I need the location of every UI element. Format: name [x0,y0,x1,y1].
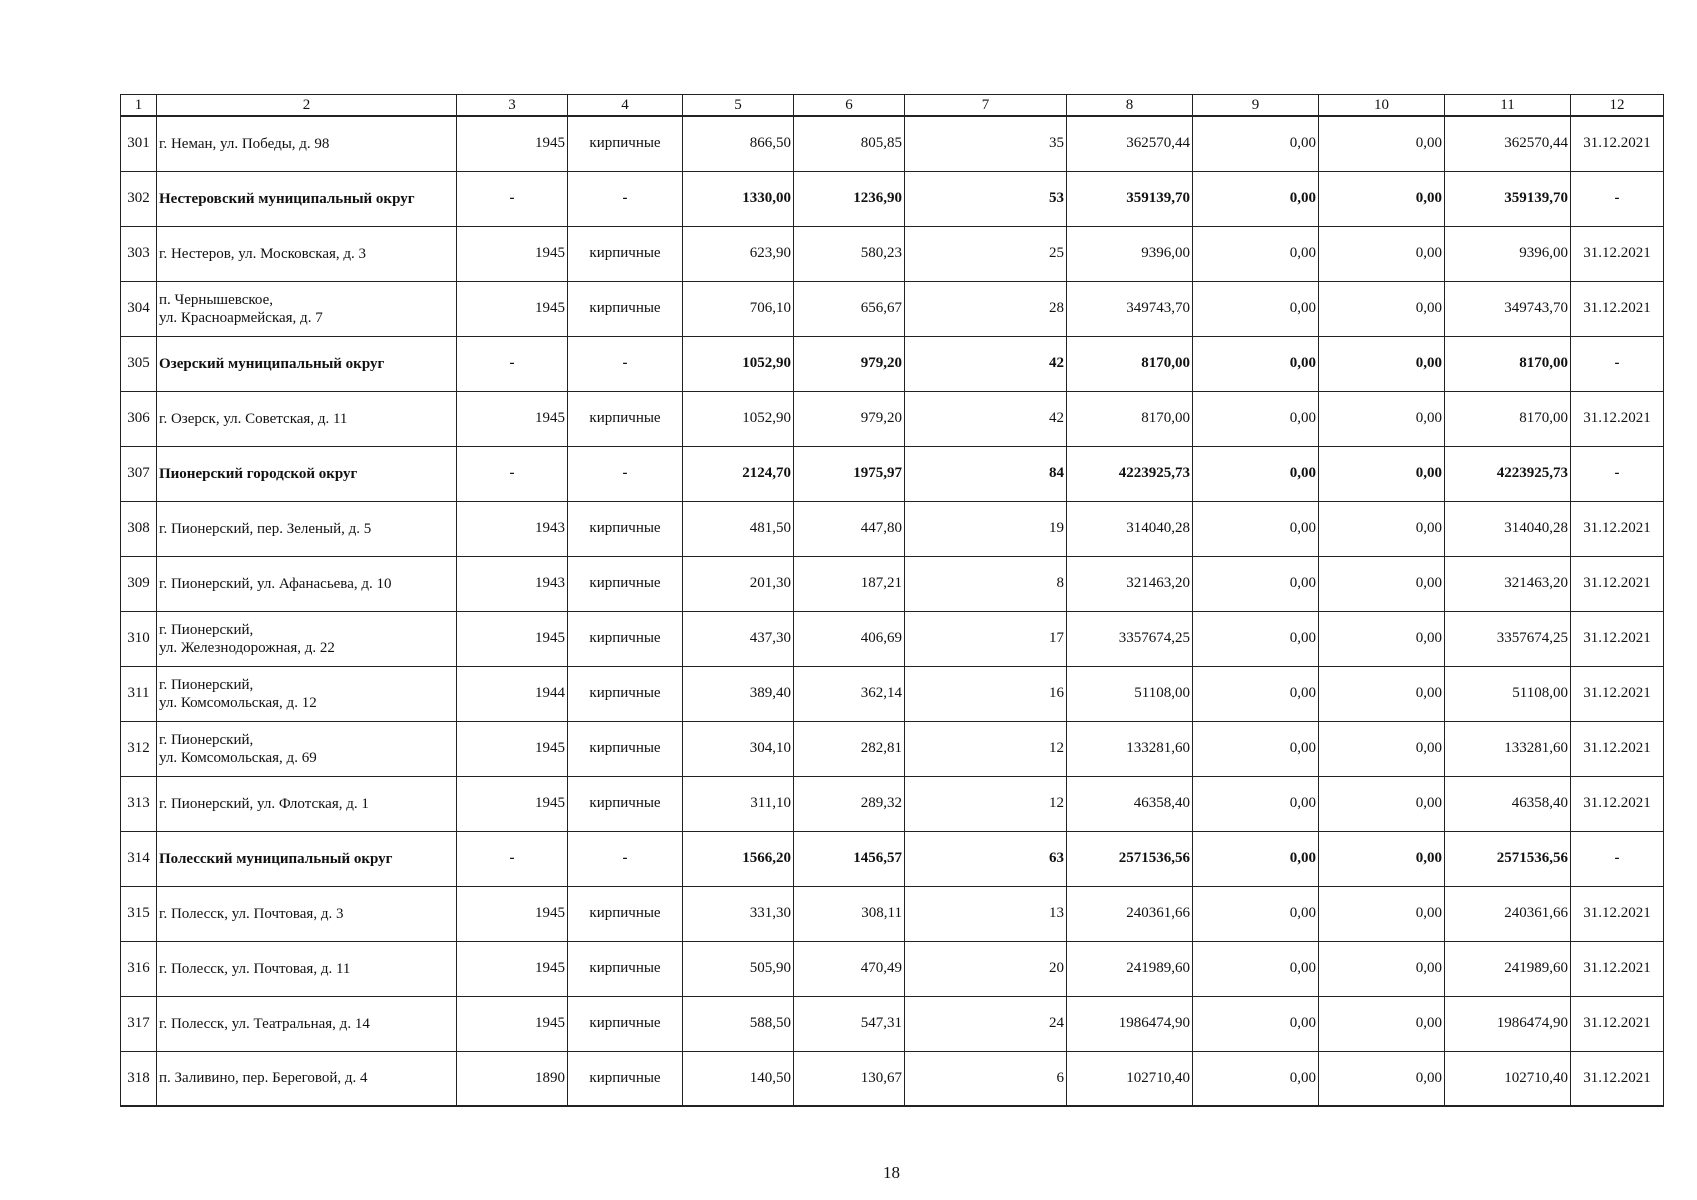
table-row [121,776,1664,831]
row-number-cell: 314 [121,831,157,886]
address-line: г. Полесск, ул. Почтовая, д. 11 [159,960,351,977]
living-area-cell: 130,67 [794,1051,905,1106]
amount-total-cell: 349743,70 [1445,281,1571,336]
wall-material-cell: кирпичные [568,941,683,996]
address-line: г. Пионерский, [159,621,254,638]
total-area-cell: 1052,90 [683,391,794,446]
living-area-cell: 547,31 [794,996,905,1051]
address-line: г. Неман, ул. Победы, д. 98 [159,135,330,152]
amount-total-cell: 133281,60 [1445,721,1571,776]
total-area-cell: 588,50 [683,996,794,1051]
residents-count-cell: 19 [905,501,1067,556]
amount-cell: 0,00 [1319,721,1445,776]
amount-cell: 102710,40 [1067,1051,1193,1106]
row-number-cell: 312 [121,721,157,776]
total-area-cell: 1052,90 [683,336,794,391]
living-area-cell: 470,49 [794,941,905,996]
address-cell [157,226,457,281]
residents-count-cell: 53 [905,171,1067,226]
page-number: 18 [883,1163,900,1182]
total-area-cell: 623,90 [683,226,794,281]
amount-cell: 46358,40 [1067,776,1193,831]
amount-total-cell: 240361,66 [1445,886,1571,941]
table-row [121,611,1664,666]
amount-total-cell: 314040,28 [1445,501,1571,556]
residents-count-cell: 84 [905,446,1067,501]
column-header: 2 [157,95,457,117]
row-number-cell: 318 [121,1051,157,1106]
address-line: ул. Железнодорожная, д. 22 [159,639,335,656]
housing-registry-table [120,94,1664,1107]
column-header: 10 [1319,95,1445,117]
column-header: 9 [1193,95,1319,117]
amount-cell: 0,00 [1193,116,1319,171]
table-row [121,886,1664,941]
residents-count-cell: 20 [905,941,1067,996]
row-number-cell: 307 [121,446,157,501]
row-number-cell: 301 [121,116,157,171]
deadline-date-cell: - [1571,831,1664,886]
amount-cell: 0,00 [1319,171,1445,226]
column-header: 6 [794,95,905,117]
amount-cell: 0,00 [1193,721,1319,776]
residents-count-cell: 16 [905,666,1067,721]
residents-count-cell: 42 [905,336,1067,391]
address-cell [157,556,457,611]
address-cell [157,171,457,226]
amount-cell: 0,00 [1319,611,1445,666]
deadline-date-cell: 31.12.2021 [1571,941,1664,996]
total-area-cell: 389,40 [683,666,794,721]
deadline-date-cell: 31.12.2021 [1571,611,1664,666]
wall-material-cell: - [568,446,683,501]
year-cell: - [457,336,568,391]
amount-total-cell: 9396,00 [1445,226,1571,281]
column-header: 1 [121,95,157,117]
residents-count-cell: 12 [905,721,1067,776]
row-number-cell: 317 [121,996,157,1051]
year-cell: 1945 [457,721,568,776]
amount-cell: 1986474,90 [1067,996,1193,1051]
table-row [121,996,1664,1051]
table-row [121,941,1664,996]
address-line: г. Озерск, ул. Советская, д. 11 [159,410,348,427]
amount-cell: 0,00 [1319,281,1445,336]
deadline-date-cell: - [1571,446,1664,501]
amount-cell: 0,00 [1319,336,1445,391]
total-area-cell: 706,10 [683,281,794,336]
residents-count-cell: 25 [905,226,1067,281]
deadline-date-cell: 31.12.2021 [1571,996,1664,1051]
table-row-district-total [121,171,1664,226]
amount-total-cell: 2571536,56 [1445,831,1571,886]
living-area-cell: 447,80 [794,501,905,556]
amount-cell: 359139,70 [1067,171,1193,226]
total-area-cell: 505,90 [683,941,794,996]
amount-cell: 4223925,73 [1067,446,1193,501]
amount-cell: 0,00 [1193,171,1319,226]
residents-count-cell: 13 [905,886,1067,941]
living-area-cell: 1975,97 [794,446,905,501]
wall-material-cell: - [568,336,683,391]
address-line: г. Пионерский, [159,731,254,748]
year-cell: 1945 [457,996,568,1051]
total-area-cell: 311,10 [683,776,794,831]
address-cell [157,1051,457,1106]
living-area-cell: 1236,90 [794,171,905,226]
wall-material-cell: кирпичные [568,391,683,446]
year-cell: 1945 [457,116,568,171]
residents-count-cell: 17 [905,611,1067,666]
column-number-header-row [121,95,1664,117]
table-row [121,666,1664,721]
amount-cell: 349743,70 [1067,281,1193,336]
table-row [121,1051,1664,1106]
total-area-cell: 331,30 [683,886,794,941]
amount-total-cell: 8170,00 [1445,391,1571,446]
amount-total-cell: 46358,40 [1445,776,1571,831]
deadline-date-cell: 31.12.2021 [1571,116,1664,171]
wall-material-cell: - [568,171,683,226]
address-line: ул. Комсомольская, д. 12 [159,694,317,711]
amount-cell: 0,00 [1319,831,1445,886]
address-cell [157,996,457,1051]
amount-total-cell: 362570,44 [1445,116,1571,171]
address-line: г. Пионерский, пер. Зеленый, д. 5 [159,520,372,537]
residents-count-cell: 42 [905,391,1067,446]
row-number-cell: 304 [121,281,157,336]
address-line: г. Полесск, ул. Театральная, д. 14 [159,1015,370,1032]
address-cell [157,501,457,556]
column-header: 8 [1067,95,1193,117]
column-header: 5 [683,95,794,117]
living-area-cell: 656,67 [794,281,905,336]
table-row [121,556,1664,611]
address-line: Нестеровский муниципальный округ [159,190,415,207]
amount-cell: 314040,28 [1067,501,1193,556]
address-cell [157,336,457,391]
living-area-cell: 187,21 [794,556,905,611]
table-row [121,116,1664,171]
deadline-date-cell: 31.12.2021 [1571,1051,1664,1106]
living-area-cell: 362,14 [794,666,905,721]
amount-cell: 0,00 [1193,941,1319,996]
address-cell [157,611,457,666]
amount-cell: 0,00 [1193,336,1319,391]
residents-count-cell: 12 [905,776,1067,831]
row-number-cell: 316 [121,941,157,996]
address-cell [157,721,457,776]
total-area-cell: 140,50 [683,1051,794,1106]
table-row [121,226,1664,281]
amount-cell: 0,00 [1319,391,1445,446]
amount-cell: 0,00 [1193,996,1319,1051]
row-number-cell: 309 [121,556,157,611]
deadline-date-cell: 31.12.2021 [1571,886,1664,941]
table-row-district-total [121,831,1664,886]
row-number-cell: 302 [121,171,157,226]
year-cell: - [457,171,568,226]
amount-cell: 133281,60 [1067,721,1193,776]
row-number-cell: 308 [121,501,157,556]
amount-cell: 8170,00 [1067,336,1193,391]
total-area-cell: 1330,00 [683,171,794,226]
amount-cell: 0,00 [1193,226,1319,281]
amount-cell: 0,00 [1193,556,1319,611]
amount-cell: 0,00 [1319,941,1445,996]
address-cell [157,941,457,996]
row-number-cell: 303 [121,226,157,281]
amount-cell: 0,00 [1319,116,1445,171]
total-area-cell: 1566,20 [683,831,794,886]
wall-material-cell: кирпичные [568,116,683,171]
residents-count-cell: 8 [905,556,1067,611]
row-number-cell: 306 [121,391,157,446]
address-line: п. Заливино, пер. Береговой, д. 4 [159,1070,368,1087]
amount-total-cell: 321463,20 [1445,556,1571,611]
total-area-cell: 304,10 [683,721,794,776]
amount-cell: 9396,00 [1067,226,1193,281]
wall-material-cell: кирпичные [568,226,683,281]
row-number-cell: 311 [121,666,157,721]
table-row [121,391,1664,446]
wall-material-cell: кирпичные [568,281,683,336]
address-line: г. Нестеров, ул. Московская, д. 3 [159,245,367,262]
column-header: 4 [568,95,683,117]
amount-total-cell: 51108,00 [1445,666,1571,721]
column-header: 11 [1445,95,1571,117]
total-area-cell: 2124,70 [683,446,794,501]
wall-material-cell: кирпичные [568,556,683,611]
amount-total-cell: 3357674,25 [1445,611,1571,666]
amount-total-cell: 4223925,73 [1445,446,1571,501]
amount-cell: 0,00 [1319,996,1445,1051]
amount-cell: 0,00 [1319,446,1445,501]
address-cell [157,281,457,336]
amount-cell: 0,00 [1319,776,1445,831]
amount-cell: 0,00 [1193,666,1319,721]
column-header: 7 [905,95,1067,117]
deadline-date-cell: 31.12.2021 [1571,776,1664,831]
address-cell [157,831,457,886]
address-cell [157,116,457,171]
amount-cell: 0,00 [1193,886,1319,941]
amount-cell: 0,00 [1319,556,1445,611]
amount-cell: 0,00 [1319,1051,1445,1106]
amount-cell: 0,00 [1319,666,1445,721]
wall-material-cell: кирпичные [568,1051,683,1106]
year-cell: - [457,446,568,501]
row-number-cell: 315 [121,886,157,941]
amount-cell: 51108,00 [1067,666,1193,721]
deadline-date-cell: 31.12.2021 [1571,391,1664,446]
amount-cell: 0,00 [1319,501,1445,556]
residents-count-cell: 35 [905,116,1067,171]
row-number-cell: 313 [121,776,157,831]
amount-total-cell: 241989,60 [1445,941,1571,996]
amount-cell: 362570,44 [1067,116,1193,171]
address-line: ул. Красноармейская, д. 7 [159,309,323,326]
address-cell [157,666,457,721]
wall-material-cell: кирпичные [568,501,683,556]
amount-cell: 0,00 [1193,281,1319,336]
amount-cell: 0,00 [1193,446,1319,501]
total-area-cell: 481,50 [683,501,794,556]
deadline-date-cell: 31.12.2021 [1571,226,1664,281]
total-area-cell: 866,50 [683,116,794,171]
deadline-date-cell: 31.12.2021 [1571,281,1664,336]
table-row [121,501,1664,556]
year-cell: 1945 [457,886,568,941]
amount-cell: 2571536,56 [1067,831,1193,886]
total-area-cell: 437,30 [683,611,794,666]
amount-total-cell: 8170,00 [1445,336,1571,391]
address-line: Пионерский городской округ [159,465,358,482]
year-cell: 1945 [457,611,568,666]
table-body [121,116,1664,1106]
address-line: г. Пионерский, ул. Флотская, д. 1 [159,795,369,812]
address-line: г. Пионерский, [159,676,254,693]
amount-cell: 240361,66 [1067,886,1193,941]
year-cell: - [457,831,568,886]
wall-material-cell: кирпичные [568,721,683,776]
year-cell: 1945 [457,776,568,831]
living-area-cell: 308,11 [794,886,905,941]
amount-cell: 0,00 [1193,391,1319,446]
wall-material-cell: кирпичные [568,886,683,941]
deadline-date-cell: 31.12.2021 [1571,501,1664,556]
amount-total-cell: 359139,70 [1445,171,1571,226]
address-line: Полесский муниципальный округ [159,850,393,867]
living-area-cell: 282,81 [794,721,905,776]
table-row-district-total [121,336,1664,391]
living-area-cell: 1456,57 [794,831,905,886]
residents-count-cell: 28 [905,281,1067,336]
year-cell: 1945 [457,281,568,336]
year-cell: 1945 [457,941,568,996]
amount-cell: 0,00 [1319,886,1445,941]
table-row [121,281,1664,336]
total-area-cell: 201,30 [683,556,794,611]
year-cell: 1945 [457,391,568,446]
amount-cell: 0,00 [1319,226,1445,281]
deadline-date-cell: 31.12.2021 [1571,666,1664,721]
row-number-cell: 310 [121,611,157,666]
residents-count-cell: 63 [905,831,1067,886]
living-area-cell: 979,20 [794,391,905,446]
residents-count-cell: 6 [905,1051,1067,1106]
address-cell [157,391,457,446]
deadline-date-cell: 31.12.2021 [1571,556,1664,611]
amount-cell: 241989,60 [1067,941,1193,996]
living-area-cell: 580,23 [794,226,905,281]
residents-count-cell: 24 [905,996,1067,1051]
amount-cell: 0,00 [1193,1051,1319,1106]
wall-material-cell: - [568,831,683,886]
column-header: 3 [457,95,568,117]
amount-cell: 0,00 [1193,611,1319,666]
amount-cell: 0,00 [1193,776,1319,831]
amount-total-cell: 1986474,90 [1445,996,1571,1051]
wall-material-cell: кирпичные [568,996,683,1051]
year-cell: 1943 [457,501,568,556]
deadline-date-cell: - [1571,336,1664,391]
amount-total-cell: 102710,40 [1445,1051,1571,1106]
address-line: г. Полесск, ул. Почтовая, д. 3 [159,905,344,922]
row-number-cell: 305 [121,336,157,391]
year-cell: 1890 [457,1051,568,1106]
deadline-date-cell: 31.12.2021 [1571,721,1664,776]
address-line: п. Чернышевское, [159,291,274,308]
wall-material-cell: кирпичные [568,776,683,831]
address-line: г. Пионерский, ул. Афанасьева, д. 10 [159,575,392,592]
living-area-cell: 289,32 [794,776,905,831]
amount-cell: 8170,00 [1067,391,1193,446]
address-line: Озерский муниципальный округ [159,355,385,372]
year-cell: 1945 [457,226,568,281]
amount-cell: 321463,20 [1067,556,1193,611]
amount-cell: 0,00 [1193,501,1319,556]
living-area-cell: 805,85 [794,116,905,171]
column-header: 12 [1571,95,1664,117]
amount-cell: 3357674,25 [1067,611,1193,666]
address-cell [157,446,457,501]
address-cell [157,886,457,941]
year-cell: 1943 [457,556,568,611]
year-cell: 1944 [457,666,568,721]
deadline-date-cell: - [1571,171,1664,226]
living-area-cell: 406,69 [794,611,905,666]
table-row-district-total [121,446,1664,501]
living-area-cell: 979,20 [794,336,905,391]
address-line: ул. Комсомольская, д. 69 [159,749,317,766]
table-row [121,721,1664,776]
address-cell [157,776,457,831]
wall-material-cell: кирпичные [568,611,683,666]
amount-cell: 0,00 [1193,831,1319,886]
wall-material-cell: кирпичные [568,666,683,721]
